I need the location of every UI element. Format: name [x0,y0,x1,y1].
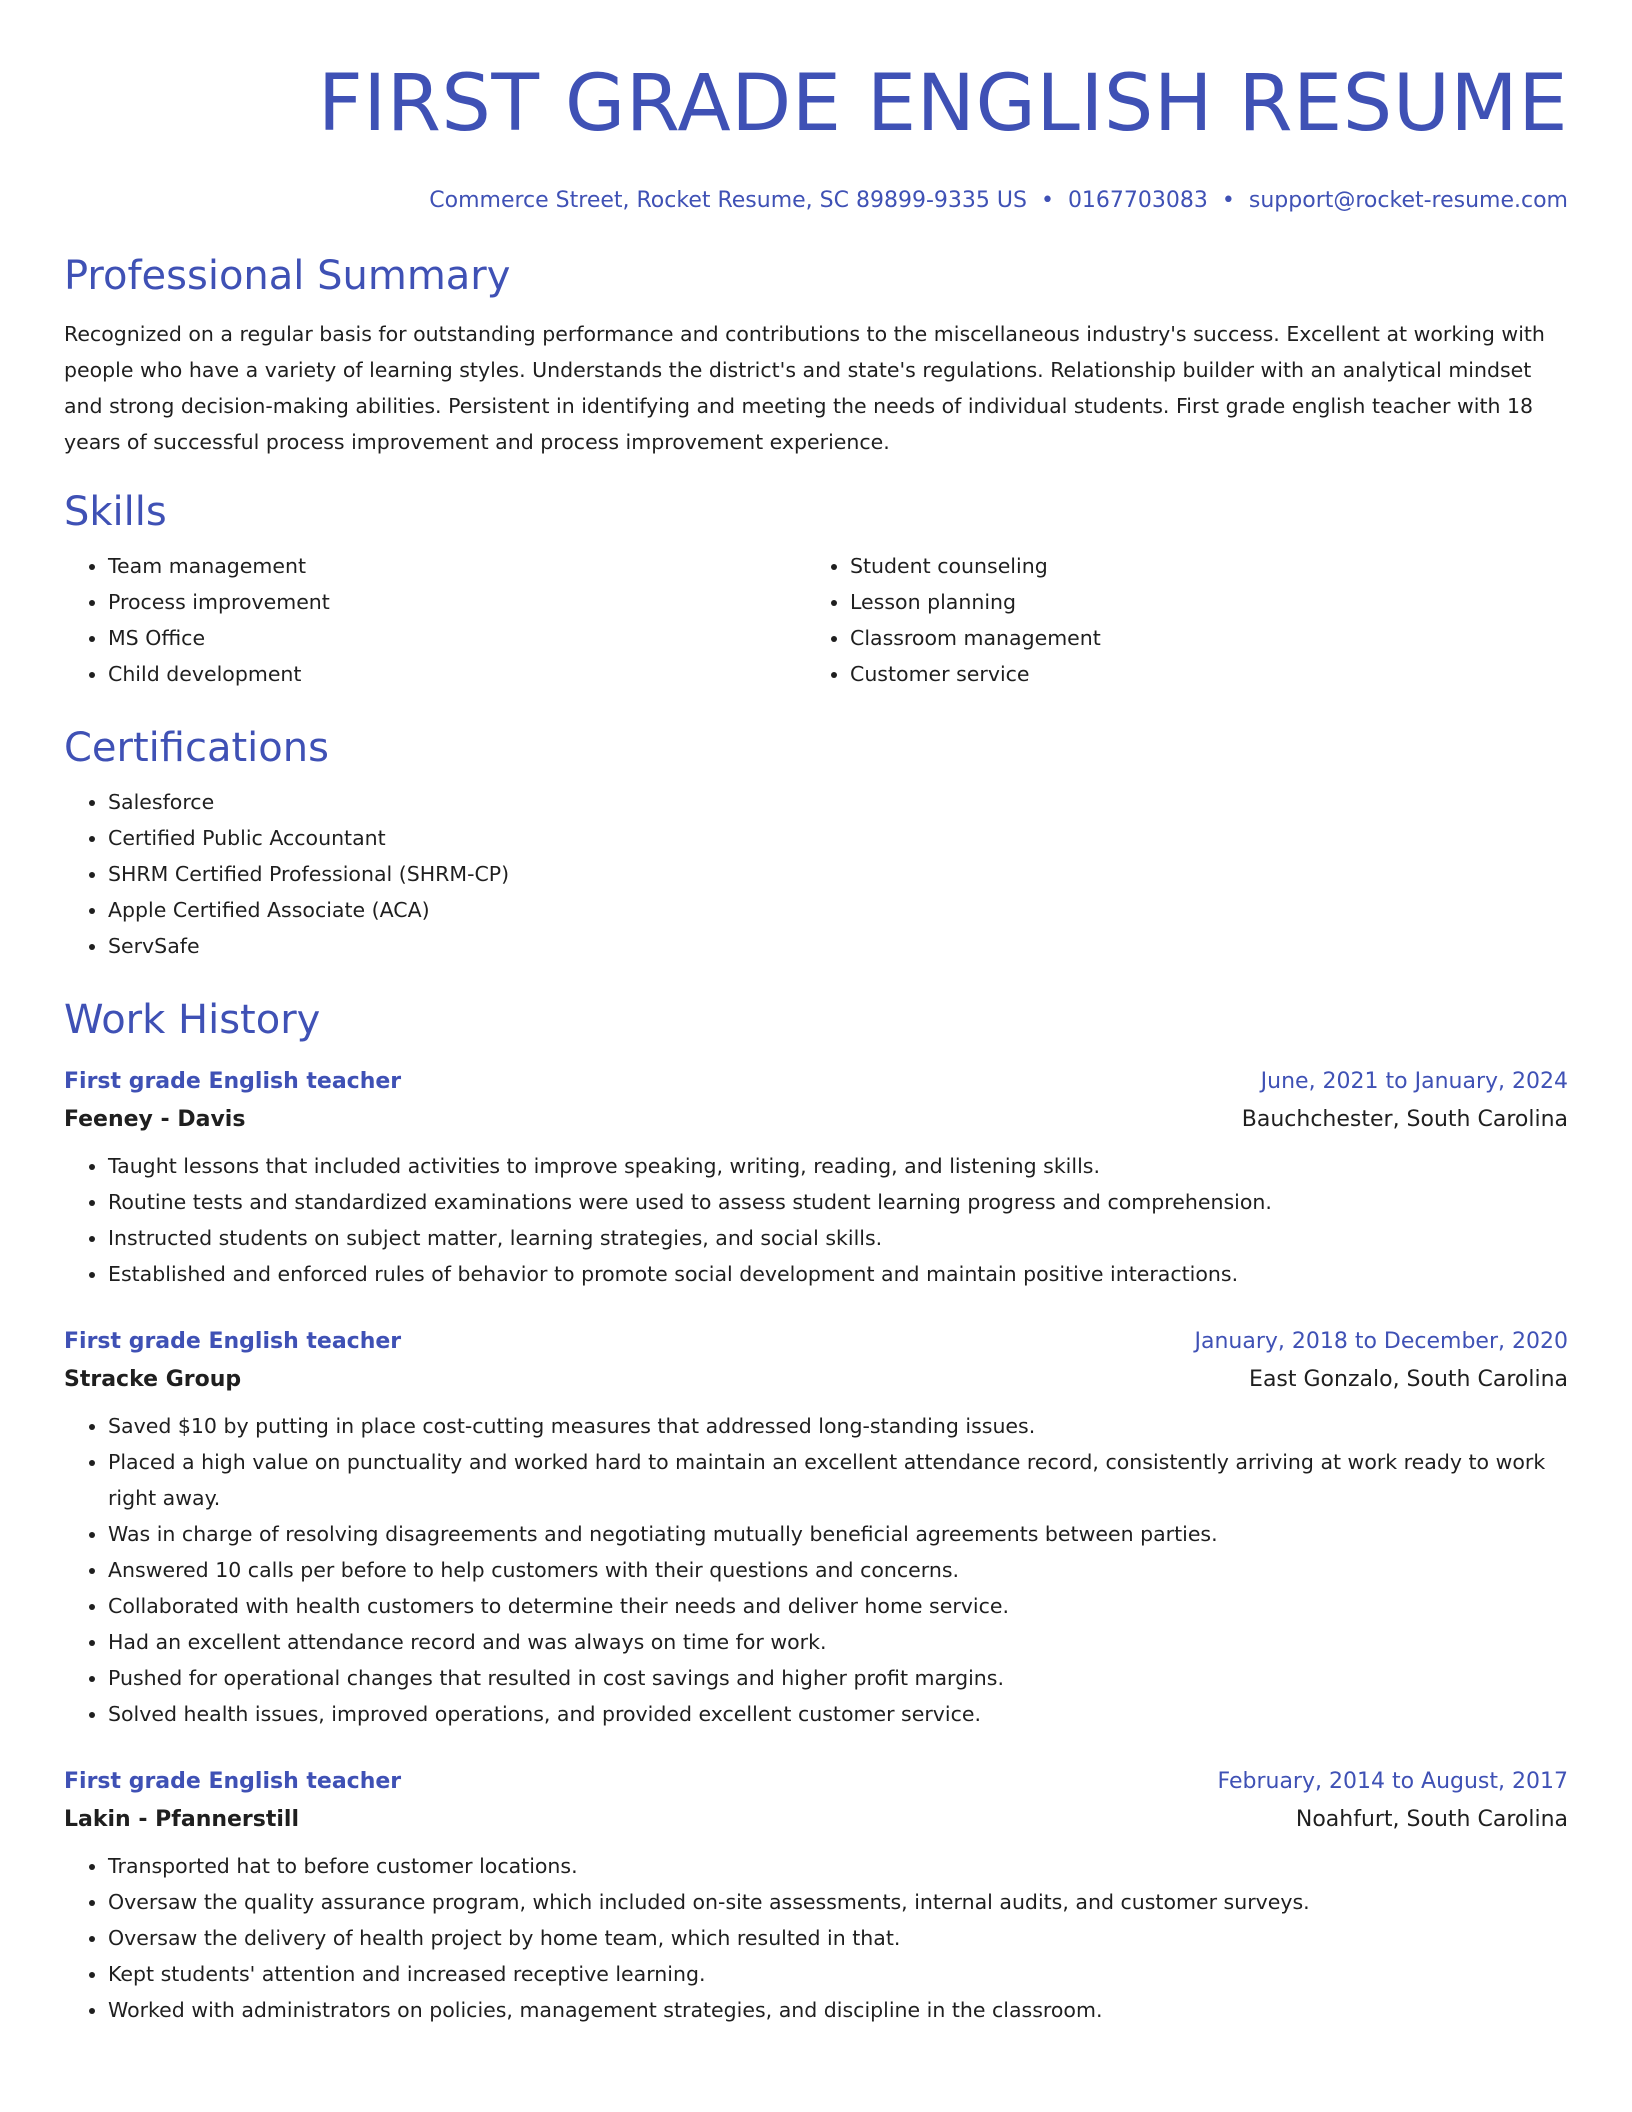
skill-item: • Classroom management [850,620,1548,656]
work-history-heading: Work History [64,997,321,1043]
contact-separator: • [1221,188,1235,213]
job-bullets [64,1148,1568,1292]
job-location: East Gonzalo, South Carolina [1249,1367,1568,1392]
job-bullet: • Worked with administrators on policies, management strategies, and discipline in the classroom. [108,1992,1568,2028]
skill-item: • Lesson planning [850,584,1548,620]
contact-phone[interactable]: 0167703083 [1067,188,1208,213]
certification-item: • Apple Certified Associate (ACA) [108,892,1568,928]
job-header-row [64,1324,1568,1360]
certifications-heading: Certifications [64,725,329,771]
job-title: First grade English teacher [64,1769,402,1794]
job-bullet: • Routine tests and standardized examinations were used to assess student learning progress and comprehension. [108,1184,1568,1220]
summary-heading: Professional Summary [64,253,511,299]
skill-item: • MS Office [108,620,806,656]
job-title: First grade English teacher [64,1329,402,1354]
job-dates: June, 2021 to January, 2024 [1260,1069,1568,1094]
skill-item: • Child development [108,656,806,692]
job-dates: January, 2018 to December, 2020 [1194,1329,1568,1354]
job-entry [64,1324,1568,1732]
skill-item: • Customer service [850,656,1548,692]
job-bullet: • Answered 10 calls per before to help customers with their questions and concerns. [108,1552,1568,1588]
summary-text: Recognized on a regular basis for outstanding performance and contributions to the miscellaneous industry's success. Excellent at working with people who have a variety of learning styles. Understands the district's and state's regulations. Relationship builder with an analytical mindset and strong decision-making abilities. Persistent in identifying and meeting the needs of individual students. First grade english teacher with 18 years of successful process improvement and process improvement experience. [64,322,1545,454]
resume-header [64,56,1568,216]
job-bullet: • Kept students' attention and increased receptive learning. [108,1956,1568,1992]
skills-heading: Skills [64,489,167,535]
certification-item: • ServSafe [108,928,1568,964]
job-bullets [64,1408,1568,1732]
job-bullet: • Had an excellent attendance record and was always on time for work. [108,1624,1568,1660]
certification-item: • Salesforce [108,784,1568,820]
job-header-row [64,1064,1568,1100]
job-location: Noahfurt, South Carolina [1295,1807,1568,1832]
job-company: Lakin - Pfannerstill [64,1807,300,1832]
job-bullet: • Placed a high value on punctuality and worked hard to maintain an excellent attendance record, consistently arriving at work ready to work right away. [108,1444,1568,1516]
certification-item: • Certified Public Accountant [108,820,1568,856]
job-bullet: • Established and enforced rules of behavior to promote social development and maintain positive interactions. [108,1256,1568,1292]
job-bullet: • Oversaw the quality assurance program, which included on-site assessments, internal audits, and customer surveys. [108,1884,1568,1920]
skills-list-left [64,548,806,692]
job-bullet: • Transported hat to before customer locations. [108,1848,1568,1884]
job-employer-row [64,1800,1568,1840]
contact-email[interactable]: support@rocket-resume.com [1248,188,1568,213]
job-entry [64,1764,1568,2028]
job-bullet: • Instructed students on subject matter, learning strategies, and social skills. [108,1220,1568,1256]
job-bullet: • Oversaw the delivery of health project by home team, which resulted in that. [108,1920,1568,1956]
job-company: Feeney - Davis [64,1107,246,1132]
skills-grid [64,538,1568,692]
job-bullet: • Collaborated with health customers to determine their needs and deliver home service. [108,1588,1568,1624]
job-bullet: • Taught lessons that included activities to improve speaking, writing, reading, and listening skills. [108,1148,1568,1184]
certifications-list [64,784,1568,964]
skill-item: • Team management [108,548,806,584]
skill-item: • Process improvement [108,584,806,620]
job-bullet: • Pushed for operational changes that resulted in cost savings and higher profit margins. [108,1660,1568,1696]
certification-item: • SHRM Certified Professional (SHRM-CP) [108,856,1568,892]
job-bullets [64,1848,1568,2028]
job-bullet: • Saved $10 by putting in place cost-cutting measures that addressed long-standing issues. [108,1408,1568,1444]
job-entry [64,1064,1568,1292]
job-bullet: • Solved health issues, improved operations, and provided excellent customer service. [108,1696,1568,1732]
job-employer-row [64,1100,1568,1140]
job-location: Bauchchester, South Carolina [1241,1107,1568,1132]
job-bullet: • Was in charge of resolving disagreements and negotiating mutually beneficial agreements between parties. [108,1516,1568,1552]
contact-address: Commerce Street, Rocket Resume, SC 89899-9335 US [429,188,1027,213]
job-header-row [64,1764,1568,1800]
skills-list-right [806,548,1548,692]
job-employer-row [64,1360,1568,1400]
skill-item: • Student counseling [850,548,1548,584]
job-company: Stracke Group [64,1367,242,1392]
job-dates: February, 2014 to August, 2017 [1217,1769,1568,1794]
contact-separator: • [1040,188,1054,213]
resume-title: FIRST GRADE ENGLISH RESUME [317,59,1568,149]
job-title: First grade English teacher [64,1069,402,1094]
contact-line [64,186,1568,216]
